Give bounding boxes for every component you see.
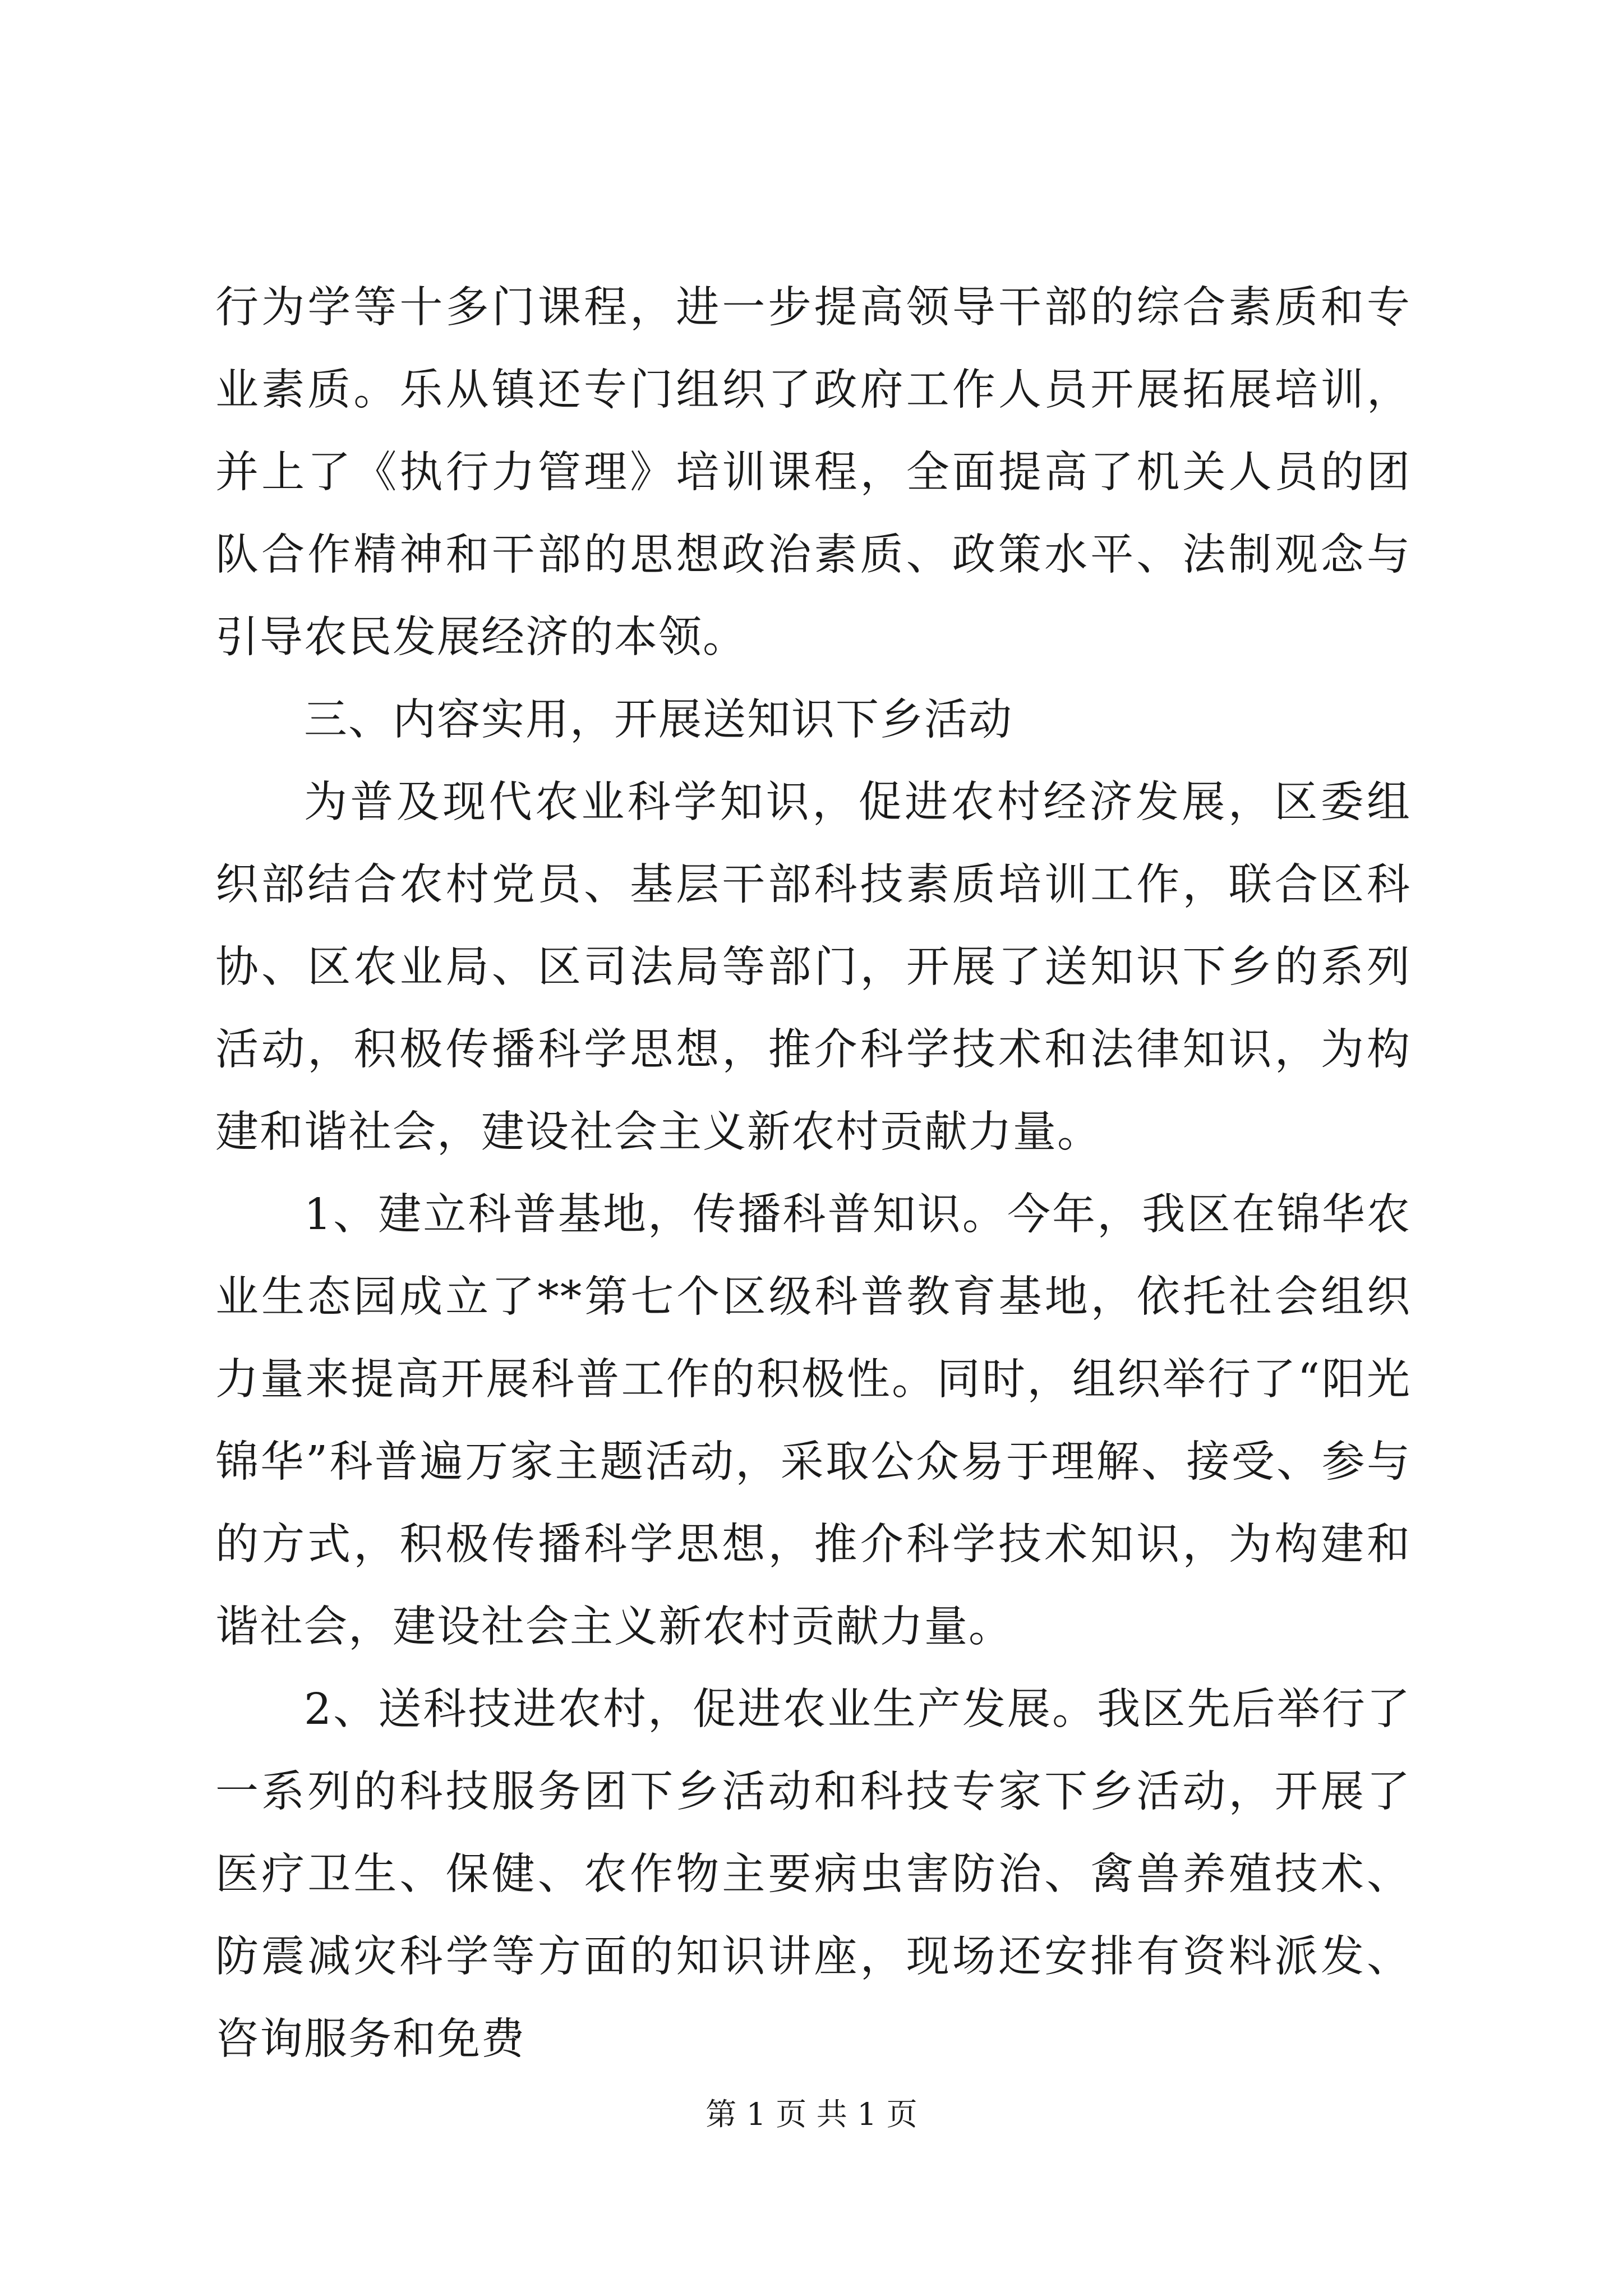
paragraph-4: 2、送科技进农村，促进农业生产发展。我区先后举行了一系列的科技服务团下乡活动和科技专家下乡活动，开展了医疗卫生、保健、农作物主要病虫害防治、禽兽养殖技术、防震减灾科学等方面的知识讲座，现场还安排有资料派发、咨询服务和免费 bbox=[215, 1685, 1411, 2064]
paragraph-2: 为普及现代农业科学知识，促进农村经济发展，区委组织部结合农村党员、基层干部科技素质培训工作，联合区科协、区农业局、区司法局等部门，开展了送知识下乡的系列活动，积极传播科学思想，推介科学技术和法律知识，为构建和谐社会，建设社会主义新农村贡献力量。 bbox=[215, 777, 1411, 1157]
paragraph-1: 行为学等十多门课程，进一步提高领导干部的综合素质和专业素质。乐从镇还专门组织了政府工作人员开展拓展培训，并上了《执行力管理》培训课程，全面提高了机关人员的团队合作精神和干部的思想政治素质、政策水平、法制观念与引导农民发展经济的本领。 bbox=[215, 283, 1411, 662]
page-footer: 第 1 页 共 1 页 bbox=[706, 2096, 917, 2132]
paragraph-3: 1、建立科普基地，传播科普知识。今年，我区在锦华农业生态园成立了**第七个区级科普教育基地，依托社会组织力量来提高开展科普工作的积极性。同时，组织举行了“阳光锦华”科普遍万家主题活动，采取公众易于理解、接受、参与的方式，积极传播科学思想，推介科学技术知识，为构建和谐社会，建设社会主义新农村贡献力量。 bbox=[215, 1190, 1411, 1652]
section-heading: 三、内容实用，开展送知识下乡活动 bbox=[304, 695, 1013, 745]
document-body bbox=[215, 266, 1411, 2081]
